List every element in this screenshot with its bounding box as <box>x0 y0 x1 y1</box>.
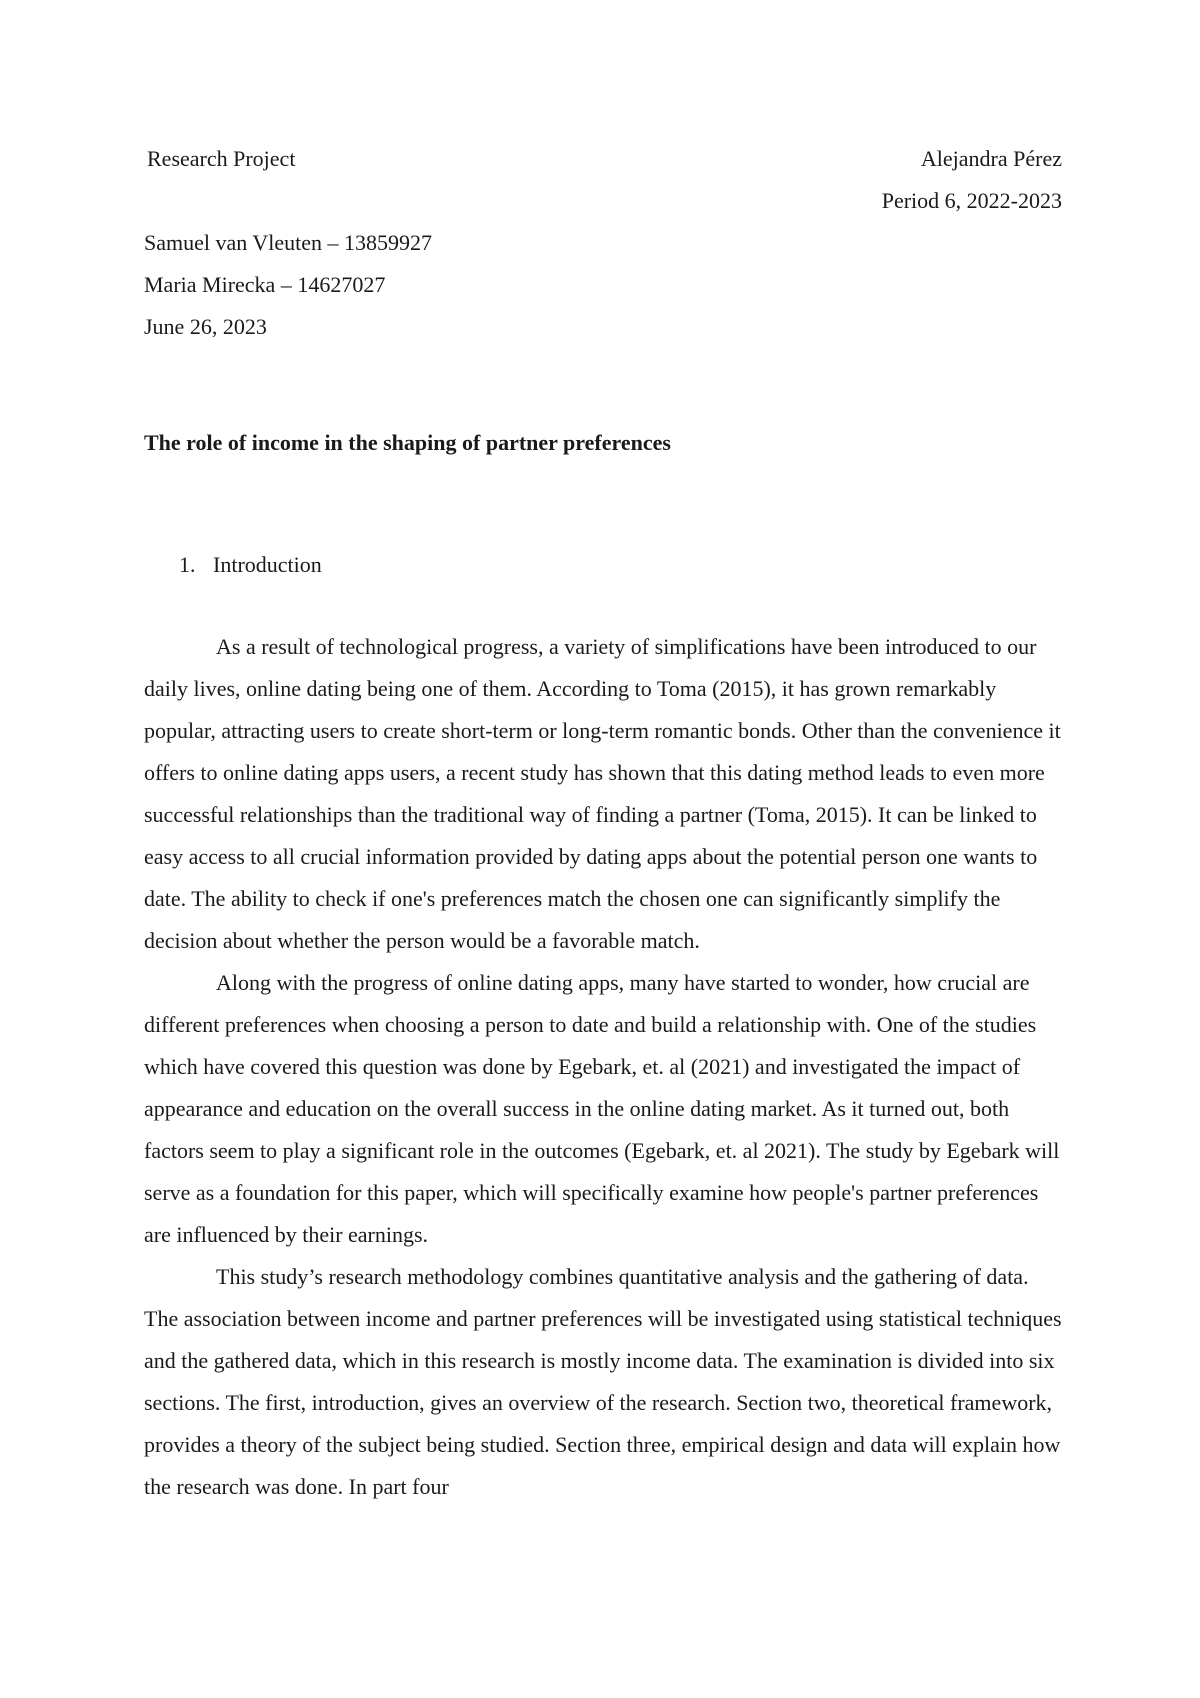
paragraph: As a result of technological progress, a variety of simplifications have been introduced to our daily lives, online dating being one of them. According to Toma (2015), it has grown remarkably popular, attracting users to create short-term or long-term romantic bonds. Other than the convenience it offers to online dating apps users, a recent study has shown that this dating method leads to even more successful relationships than the traditional way of finding a partner (Toma, 2015). It can be linked to easy access to all crucial information provided by dating apps about the potential person one wants to date. The ability to check if one's preferences match the chosen one can significantly simplify the decision about whether the person would be a favorable match. <box>144 634 1061 953</box>
page-content <box>144 138 1062 1508</box>
section-heading <box>144 544 1062 586</box>
document-date: June 26, 2023 <box>144 314 267 339</box>
document-title: The role of income in the shaping of partner preferences <box>144 430 671 455</box>
section-title: Introduction <box>213 552 322 577</box>
instructor-name: Alejandra Pérez <box>920 146 1062 171</box>
course-name: Research Project <box>147 146 296 171</box>
section-number: 1. <box>179 552 196 577</box>
author-line: Samuel van Vleuten – 13859927 <box>144 230 432 255</box>
body-text <box>144 626 1062 1508</box>
header-row <box>144 138 1062 180</box>
course-period: Period 6, 2022-2023 <box>881 188 1062 213</box>
paragraph: Along with the progress of online dating apps, many have started to wonder, how crucial are different preferences when choosing a person to date and build a relationship with. One of the studies which have covered this question was done by Egebark, et. al (2021) and investigated the impact of appearance and education on the overall success in the online dating market. As it turned out, both factors seem to play a significant role in the outcomes (Egebark, et. al 2021). The study by Egebark will serve as a foundation for this paper, which will specifically examine how people's partner preferences are influenced by their earnings. <box>144 970 1060 1247</box>
author-block <box>144 222 1062 348</box>
paragraph: This study’s research methodology combines quantitative analysis and the gathering of data. The association between income and partner preferences will be investigated using statistical techniques and the gathered data, which in this research is mostly income data. The examination is divided into six sections. The first, introduction, gives an overview of the research. Section two, theoretical framework, provides a theory of the subject being studied. Section three, empirical design and data will explain how the research was done. In part four <box>144 1264 1062 1499</box>
author-line: Maria Mirecka – 14627027 <box>144 272 386 297</box>
